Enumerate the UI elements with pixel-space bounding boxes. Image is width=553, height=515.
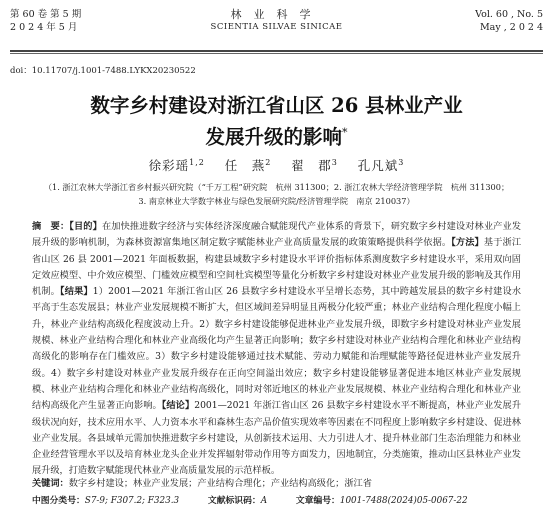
author-name: 徐彩瑶 (148, 158, 190, 173)
header-rule-thin (10, 53, 543, 54)
clc-label: 中图分类号： (32, 496, 85, 506)
section-text-result: 1）2001—2021 年浙江省山区 26 县数字乡村建设水平呈增长态势，其中跨越发展县的数字乡村建设水平高于生态发展县；林业产业发展规模不断扩大，但区域间差异明显且两极分化较严重；林业产业结构合理化程度小幅上升，林业产业结构高级化程度波动上升。2）数字乡村建设能够促进林业产业发展升级，即数字乡村建设对林业产业发展规模、林业产业结构合理化和林业产业高级化均产生显著正向影响；数字乡村建设对林业产业结构合理化和林业产业结构高级化的影响存在门槛效应。3）数字乡村建设能够通过技术赋能、劳动力赋能和治理赋能等路径促进林业产业发展升级。4）数字乡村建设对林业产业发展升级存在正向空间溢出效应；数字乡村建设能够显著促进本地区林业产业发展规模、林业产业结构合理化和林业产业结构高级化，同时对邻近地区的林业产业发展规模、林业产业结构合理化和林业产业结构高级化产生显著正向影响。 (32, 286, 522, 412)
section-text-conclusion: 2001—2021 年浙江省山区 26 县数字乡村建设水平不断提高，林业产业发展升级状况向好，技术应用水平、人力资本水平和森林生态产品价值实现效率等因素在不同程度上影响数字乡村建设、促进林业产业发展。各县域单元需加快推进数字乡村建设，从创新技术运用、大力引进人才、提升林业部门生态治理能力和林业企业经营管理水平以及培育林业龙头企业并发挥辐射带动作用等方面发力，因地制宜，分类施策，推动山区县林业产业发展升级，打造数字赋能现代林业产业高质量发展的示范样板。 (32, 400, 522, 477)
doi[interactable]: doi：10.11707/j.1001-7488.LYKX20230522 (10, 66, 196, 76)
article-number-label: 文章编号： (295, 496, 340, 506)
keywords (32, 476, 521, 492)
affiliation-line-2: 3. 南京林业大学数字林业与绿色发展研究院/经济管理学院 南京 210037） (138, 196, 415, 206)
doc-code-label: 文献标识码： (207, 496, 261, 506)
journal-name-cn: 林业科学 (230, 8, 323, 21)
keywords-label: 关键词： (32, 478, 69, 489)
clc-number (32, 496, 179, 506)
author-name: 翟 郡 (291, 158, 332, 173)
document-code (208, 496, 267, 506)
author-affiliation-sup: 2 (265, 157, 272, 167)
publication-date-cn: 2 0 2 4 年 5 月 (10, 22, 78, 33)
abstract-label: 摘 要： (32, 221, 70, 232)
journal-header (10, 8, 543, 48)
title-line-1: 数字乡村建设对浙江省山区 26 县林业产业 (90, 94, 463, 117)
author (291, 158, 338, 173)
author (358, 158, 405, 173)
abstract-paragraph (32, 219, 521, 480)
section-tag-result: 【结果】 (60, 286, 93, 298)
classification-line (32, 493, 521, 509)
author-name: 孔凡斌 (357, 158, 399, 173)
author (225, 158, 272, 173)
title-line-2 (30, 119, 523, 151)
section-text-objective: 在加快推进数字经济与实体经济深度融合赋能现代产业体系的背景下，研究数字乡村建设对林业产业发展升级的影响机制，为森林资源富集地区制定数字赋能林业产业高质量发展的政策策略提供科学依据。 (32, 221, 522, 249)
journal-name-en: SCIENTIA SILVAE SINICAE (210, 22, 343, 32)
doc-code-value: A (260, 496, 268, 506)
article-number (296, 496, 468, 506)
author-affiliation-sup: 1,2 (189, 157, 205, 167)
volume-issue: 第 60 卷 第 5 期 (10, 9, 82, 20)
section-tag-conclusion: 【结论】 (161, 400, 195, 412)
author-list (0, 156, 553, 174)
article-number-value: 1001-7488(2024)05-0067-22 (339, 496, 468, 506)
title-footnote-mark: * (342, 126, 348, 139)
author-affiliation-sup: 3 (331, 157, 338, 167)
clc-value: S7-9; F307.2; F323.3 (84, 496, 180, 506)
author-name: 任 燕 (224, 158, 266, 173)
header-rule-thick (10, 50, 543, 52)
author (149, 158, 205, 173)
abstract (32, 219, 521, 480)
section-tag-objective: 【目的】 (69, 221, 102, 232)
keywords-text: 数字乡村建设；林业产业发展；产业结构合理化；产业结构高级化；浙江省 (68, 478, 372, 489)
section-text-method: 基于浙江省山区 26 县 2001—2021 年面板数据，构建县域数字乡村建设水平评价指标体系测度数字乡村建设水平，采用双向固定效应模型、中介效应模型、门槛效应模型和空间杜宾模型等量化分析数字乡村建设对林业产业发展升级的影响及其作用机制。 (32, 237, 522, 298)
volume-issue-en: Vol. 60 , No. 5 (475, 9, 543, 20)
header-right (475, 8, 543, 34)
section-tag-method: 【方法】 (451, 237, 484, 249)
article-title (30, 92, 523, 151)
publication-date-en: May , 2 0 2 4 (479, 22, 543, 33)
author-affiliation-sup: 3 (398, 157, 405, 167)
header-center (10, 8, 543, 34)
title-line-2-text: 发展升级的影响 (205, 125, 342, 149)
affiliation-line-1: （1. 浙江农林大学浙江省乡村振兴研究院（“千万工程”研究院 杭州 311300；2. 浙江农林大学经济管理学院 杭州 311300； (43, 182, 510, 192)
affiliations (25, 180, 528, 208)
